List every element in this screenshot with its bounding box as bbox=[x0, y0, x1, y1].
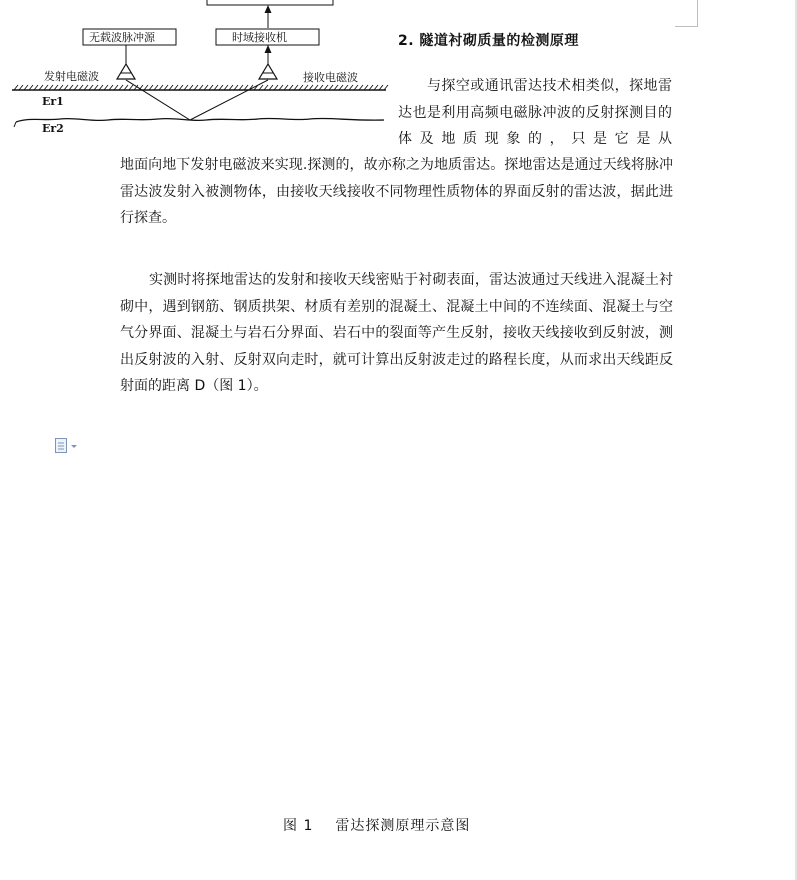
transmit-antenna bbox=[117, 64, 135, 79]
paragraph-1-part-1: 与探空或通讯雷达技术相类似，探地雷达也是利用高频电磁脉冲波的反射探测目的体及地质现象的，只是它是从 bbox=[398, 78, 672, 147]
section-heading: 2. 隧道衬砌质量的检测原理 bbox=[398, 33, 579, 49]
receiver-box-label: 时域接收机 bbox=[232, 31, 287, 44]
receive-wave-label: 接收电磁波 bbox=[303, 71, 358, 84]
figure-number: 图 1 bbox=[283, 818, 314, 834]
figure-title: 雷达探测原理示意图 bbox=[335, 818, 471, 834]
chevron-down-icon bbox=[71, 445, 77, 448]
radar-principle-diagram bbox=[0, 0, 390, 145]
layer-interface bbox=[16, 118, 384, 122]
layer1-label: Er1 bbox=[42, 95, 64, 108]
paragraph-1-part-2: 地面向地下发射电磁波来实现.探测的，故亦称之为地质雷达。探地雷达是通过天线将脉冲雷达波发射入被测物体，由接收天线接收不同物理性质物体的界面反射的雷达波，据此进行探查。 bbox=[120, 157, 673, 226]
ground-hatching bbox=[14, 85, 388, 90]
top-box bbox=[207, 0, 333, 5]
figure-caption bbox=[283, 815, 470, 835]
paste-options-icon[interactable] bbox=[54, 437, 80, 455]
receive-antenna bbox=[259, 64, 277, 79]
source-box-label: 无载波脉冲源 bbox=[89, 31, 155, 44]
transmit-wave-label: 发射电磁波 bbox=[44, 70, 99, 83]
page-corner-mark bbox=[675, 0, 698, 27]
layer2-label: Er2 bbox=[42, 122, 64, 135]
paragraph-2: 实测时将探地雷达的发射和接收天线密贴于衬砌表面，雷达波通过天线进入混凝土衬砌中，遇到钢筋、钢质拱架、材质有差别的混凝土、混凝土中间的不连续面、混凝土与空气分界面、混凝土与岩石分界面、岩石中的裂面等产生反射，接收天线接收到反射波，测出反射波的入射、反射双向走时，就可计算出反射波走过的路程长度，从而求出天线距反射面的距离 D（图 1）。 bbox=[120, 272, 673, 394]
receiver-arrow bbox=[265, 45, 272, 53]
receiver-up-arrow bbox=[265, 5, 272, 13]
